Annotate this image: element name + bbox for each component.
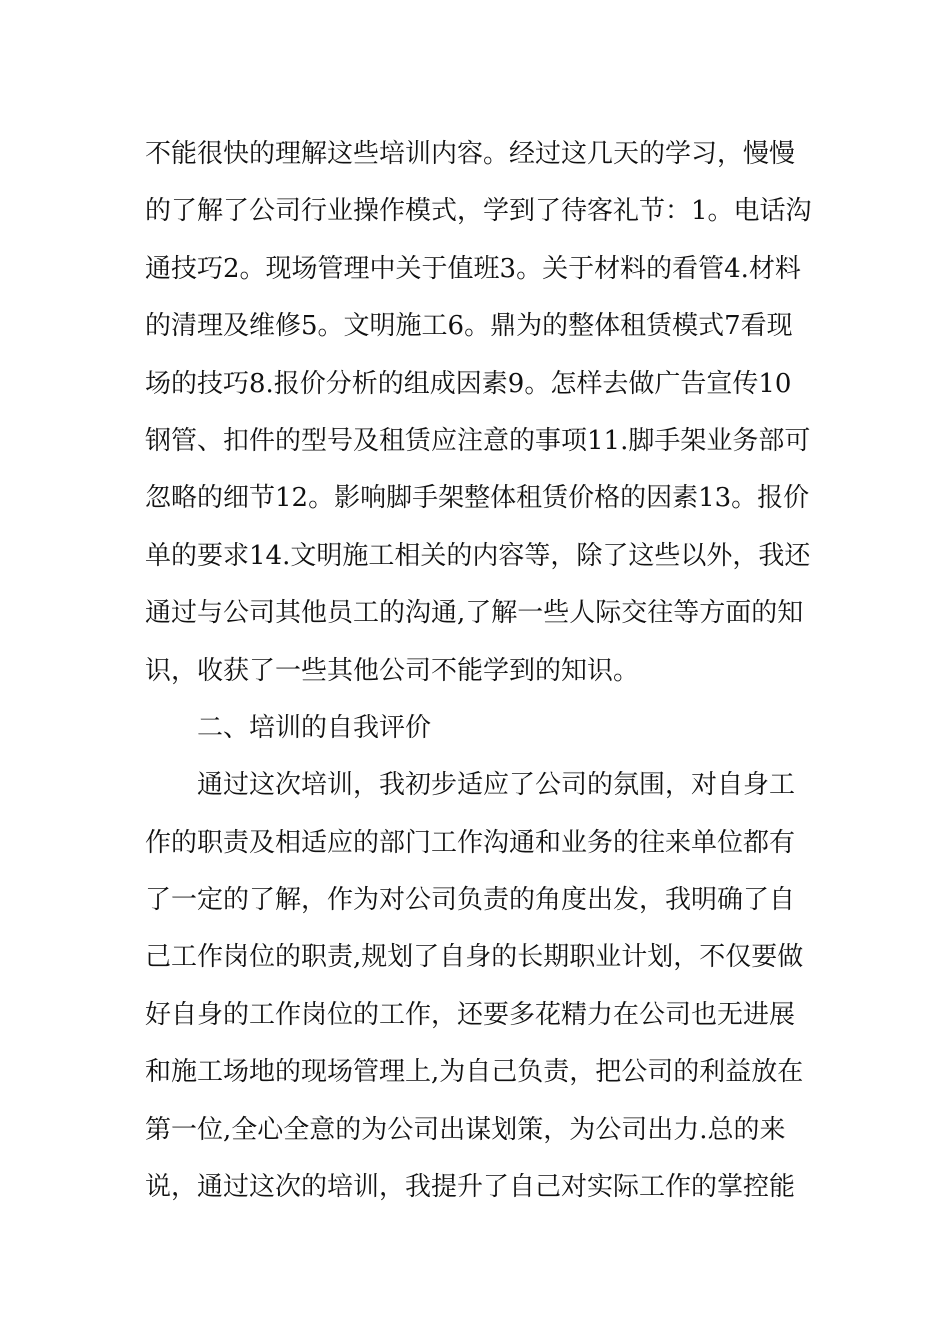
text-line: 通过与公司其他员工的沟通,了解一些人际交往等方面的知	[145, 598, 804, 629]
text-line: 通过这次培训，我初步适应了公司的氛围，对自身工	[197, 770, 796, 801]
text-line: 第一位,全心全意的为公司出谋划策，为公司出力.总的来	[145, 1114, 786, 1145]
text-line: 说，通过这次的培训，我提升了自己对实际工作的掌控能	[145, 1172, 796, 1203]
text-line: 忽略的细节12。影响脚手架整体租赁价格的因素13。报价	[145, 483, 810, 514]
text-line: 单的要求14.文明施工相关的内容等，除了这些以外，我还	[145, 540, 811, 571]
text-line: 场的技巧8.报价分析的组成因素9。怎样去做广告宣传10	[145, 368, 792, 399]
text-line: 己工作岗位的职责,规划了自身的长期职业计划，不仅要做	[145, 942, 804, 973]
text-line: 和施工场地的现场管理上,为自己负责，把公司的利益放在	[145, 1057, 804, 1088]
text-line: 了一定的了解，作为对公司负责的角度出发，我明确了自	[145, 885, 796, 916]
text-line: 好自身的工作岗位的工作，还要多花精力在公司也无进展	[145, 999, 796, 1030]
text-line: 作的职责及相适应的部门工作沟通和业务的往来单位都有	[145, 827, 796, 858]
document-body	[145, 126, 815, 1216]
text-line: 识，收获了一些其他公司不能学到的知识。	[145, 655, 640, 686]
text-line: 的清理及维修5。文明施工6。鼎为的整体租赁模式7看现	[145, 311, 793, 342]
text-line: 钢管、扣件的型号及租赁应注意的事项11.脚手架业务部可	[145, 425, 811, 456]
text-line: 通技巧2。现场管理中关于值班3。关于材料的看管4.材料	[145, 253, 801, 284]
text-line: 的了解了公司行业操作模式，学到了待客礼节：1。电话沟	[145, 196, 812, 227]
section-heading: 二、培训的自我评价	[197, 712, 432, 743]
text-line: 不能很快的理解这些培训内容。经过这几天的学习，慢慢	[145, 139, 796, 169]
